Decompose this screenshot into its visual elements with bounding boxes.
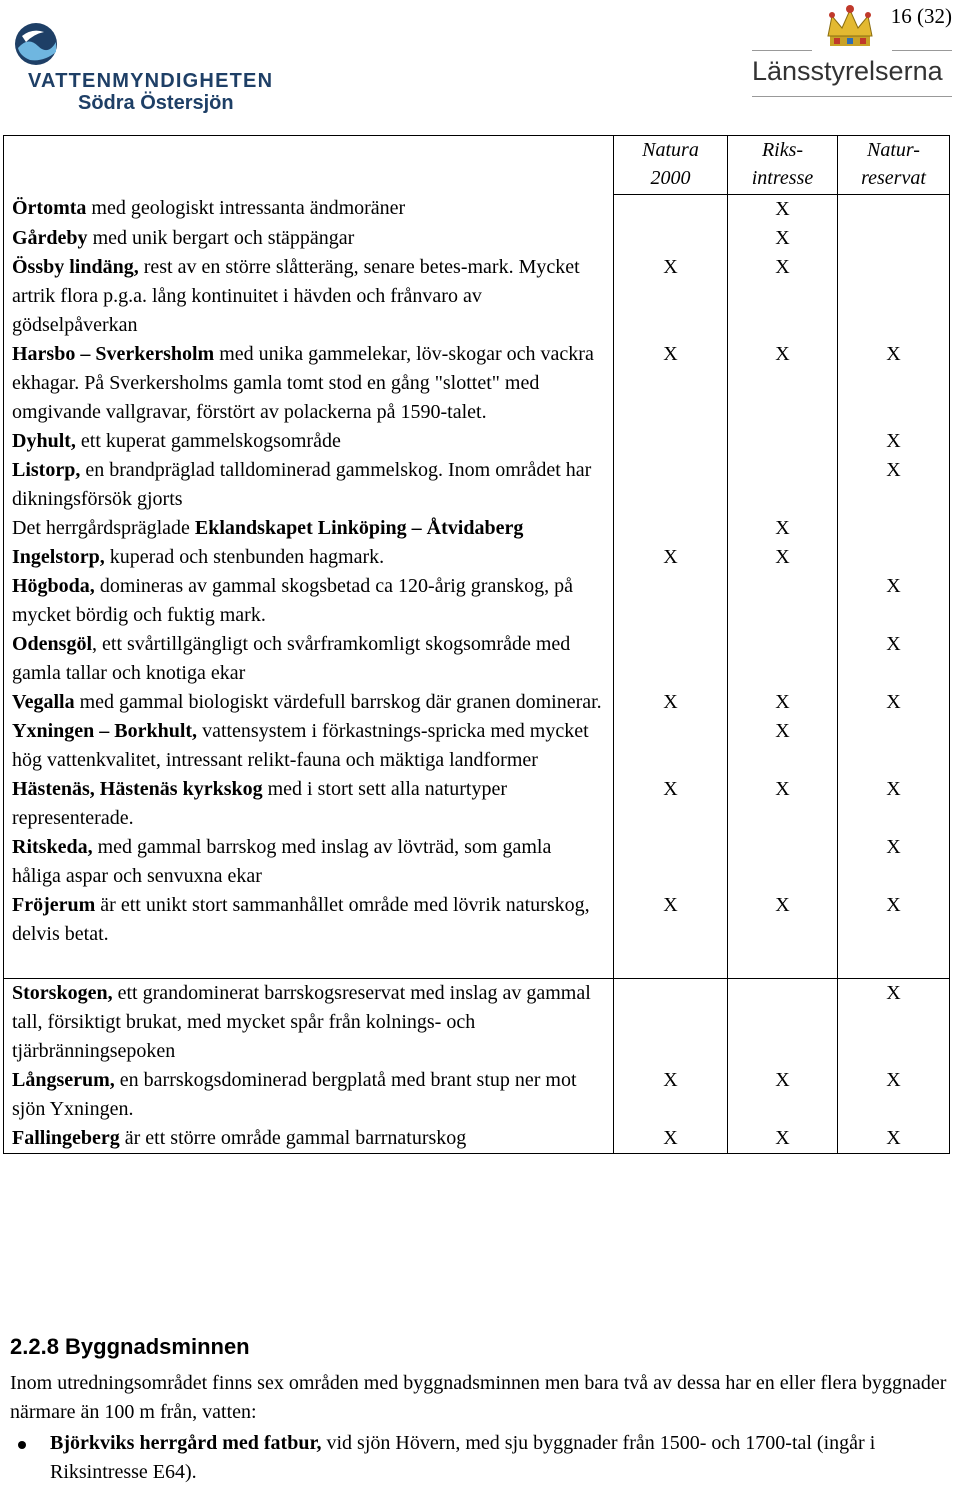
protected-areas-table: [3, 135, 950, 1154]
header-empty-cell: [4, 136, 614, 195]
bullet-dot-icon: [18, 1441, 26, 1449]
mark-n2000: [614, 717, 728, 775]
mark-riks: X: [728, 1066, 838, 1124]
area-description: [4, 1066, 614, 1124]
mark-riks: X: [728, 253, 838, 340]
mark-natur: X: [838, 456, 950, 514]
area-text: ett grandominerat barrskogsreservat med inslag av gammal tall, försiktigt brukat, med mycket spår från kolnings- och tjärbränningsepoken: [12, 981, 591, 1062]
table-row: [4, 978, 950, 1066]
mark-n2000: [614, 978, 728, 1066]
area-description: [4, 630, 614, 688]
area-name: Listorp,: [12, 458, 81, 481]
mark-n2000: [614, 833, 728, 891]
area-description: [4, 978, 614, 1066]
mark-n2000: X: [614, 543, 728, 572]
table-row: [4, 456, 950, 514]
mark-riks: [728, 978, 838, 1066]
mark-riks: X: [728, 688, 838, 717]
bullet-bold: Björkviks herrgård med fatbur,: [50, 1432, 322, 1454]
area-name: Ritskeda,: [12, 835, 93, 858]
mark-natur: X: [838, 833, 950, 891]
table-row: [4, 194, 950, 224]
col-header-riksintresse: Riks-intresse: [728, 136, 838, 195]
area-name: Össby lindäng,: [12, 255, 139, 278]
mark-riks: X: [728, 891, 838, 979]
bullet-item: [10, 1429, 950, 1487]
table-row: [4, 891, 950, 979]
mark-n2000: X: [614, 1066, 728, 1124]
mark-natur: [838, 194, 950, 224]
mark-riks: X: [728, 1124, 838, 1154]
mark-natur: [838, 253, 950, 340]
mark-natur: [838, 543, 950, 572]
mark-n2000: [614, 514, 728, 543]
mark-riks: X: [728, 514, 838, 543]
bullet-rest: vid sjön Hövern, med sju byggnader från 1500- och 1700-tal (ingår i Riksintresse E64).: [50, 1432, 876, 1483]
table-row: [4, 340, 950, 427]
area-prefix: Det herrgårdspräglade: [12, 516, 195, 539]
area-name: Långserum,: [12, 1068, 115, 1091]
page-number: 16 (32): [890, 4, 952, 28]
area-text: , ett svårtillgängligt och svårframkomligt skogsområde med gamla tallar och knotiga ekar: [12, 632, 571, 684]
area-text: är ett större område gammal barrnaturskog: [119, 1126, 467, 1149]
bullet-text: [50, 1429, 950, 1487]
table-row: [4, 775, 950, 833]
area-name: Högboda,: [12, 574, 95, 597]
mark-riks: [728, 833, 838, 891]
table-row: [4, 717, 950, 775]
table-row: [4, 224, 950, 253]
area-description: [4, 427, 614, 456]
section-heading: 2.2.8 Byggnadsminnen: [10, 1334, 250, 1359]
mark-n2000: [614, 630, 728, 688]
table-row: [4, 1124, 950, 1154]
area-text: en barrskogsdominerad bergplatå med brant stup ner mot sjön Yxningen.: [12, 1068, 577, 1120]
table-row: [4, 833, 950, 891]
area-description: [4, 194, 614, 224]
col-header-naturreservat: Natur-reservat: [838, 136, 950, 195]
mark-n2000: [614, 224, 728, 253]
area-name: Fröjerum: [12, 893, 96, 916]
mark-natur: [838, 717, 950, 775]
logo-divider: [752, 50, 812, 51]
vattenmyndigheten-logo: [14, 20, 314, 114]
area-name: Vegalla: [12, 690, 75, 713]
table-row: [4, 1066, 950, 1124]
mark-riks: X: [728, 543, 838, 572]
area-description: [4, 717, 614, 775]
area-text: ett kuperat gammelskogsområde: [75, 429, 341, 452]
area-description: [4, 572, 614, 630]
area-name: Storskogen,: [12, 981, 113, 1004]
table-row: [4, 572, 950, 630]
area-name: Harsbo – Sverkersholm: [12, 342, 215, 365]
area-description: [4, 775, 614, 833]
area-text: vattensystem i förkastnings-spricka med mycket hög vattenkvalitet, intressant relikt-fauna och mäktiga landformer: [12, 719, 589, 771]
mark-n2000: X: [614, 891, 728, 979]
area-text: med i stort sett alla naturtyper representerade.: [12, 777, 507, 829]
mark-natur: [838, 514, 950, 543]
table-row: [4, 543, 950, 572]
mark-natur: X: [838, 1124, 950, 1154]
table-header-row: [4, 136, 950, 195]
lansstyrelserna-logo-text: Länsstyrelserna: [752, 56, 943, 86]
vm-subtitle: Södra Östersjön: [78, 92, 234, 114]
area-description: [4, 543, 614, 572]
area-description: [4, 224, 614, 253]
area-name: Ingelstorp,: [12, 545, 105, 568]
mark-riks: [728, 427, 838, 456]
area-text: en brandpräglad talldominerad gammelskog. Inom området har dikningsförsök gjorts: [12, 458, 592, 510]
table-row: [4, 253, 950, 340]
mark-riks: X: [728, 224, 838, 253]
logo-divider: [752, 96, 952, 97]
crown-logo-icon: [820, 4, 880, 52]
mark-n2000: X: [614, 688, 728, 717]
mark-natur: X: [838, 688, 950, 717]
section-paragraph: Inom utredningsområdet finns sex områden med byggnadsminnen men bara två av dessa har en eller flera byggnader närmare än 100 m från, vatten:: [10, 1372, 947, 1423]
mark-n2000: X: [614, 1124, 728, 1154]
mark-natur: X: [838, 1066, 950, 1124]
mark-natur: X: [838, 630, 950, 688]
mark-natur: X: [838, 572, 950, 630]
area-description: [4, 688, 614, 717]
waterdrop-logo-icon: [14, 22, 58, 66]
table-row: [4, 514, 950, 543]
area-text: med unik bergart och stäppängar: [87, 226, 355, 249]
area-name: Odensgöl: [12, 632, 93, 655]
area-name: Fallingeberg: [12, 1126, 120, 1149]
area-description: [4, 891, 614, 979]
area-name: Gårdeby: [12, 226, 88, 249]
area-text: kuperad och stenbunden hagmark.: [104, 545, 385, 568]
mark-natur: X: [838, 891, 950, 979]
area-name: Hästenäs, Hästenäs kyrkskog: [12, 777, 263, 800]
mark-n2000: X: [614, 253, 728, 340]
mark-riks: X: [728, 340, 838, 427]
col-header-natura2000: Natura 2000: [614, 136, 728, 195]
area-name: Yxningen – Borkhult,: [12, 719, 198, 742]
area-description: [4, 340, 614, 427]
mark-riks: [728, 572, 838, 630]
area-name: Dyhult,: [12, 429, 76, 452]
area-text: med gammal biologiskt värdefull barrskog där granen dominerar.: [74, 690, 602, 713]
mark-natur: X: [838, 340, 950, 427]
area-text: är ett unikt stort sammanhållet område med lövrik naturskog, delvis betat.: [12, 893, 590, 945]
mark-natur: X: [838, 775, 950, 833]
mark-riks: X: [728, 717, 838, 775]
area-text: med gammal barrskog med inslag av lövträd, som gamla håliga aspar och senvuxna ekar: [12, 835, 552, 887]
area-description: [4, 456, 614, 514]
mark-n2000: [614, 194, 728, 224]
mark-n2000: [614, 572, 728, 630]
area-text: med unika gammelekar, löv-skogar och vackra ekhagar. På Sverkersholms gamla tomt stod en gång "slottet" med omgivande vallgravar, förstört av polackerna på 1590-talet.: [12, 342, 594, 423]
area-description: [4, 1124, 614, 1154]
area-description: [4, 833, 614, 891]
area-description: [4, 253, 614, 340]
mark-natur: [838, 224, 950, 253]
mark-riks: X: [728, 775, 838, 833]
area-name: Örtomta: [12, 197, 87, 219]
table-row: [4, 688, 950, 717]
mark-natur: X: [838, 978, 950, 1066]
logo-divider: [892, 50, 952, 51]
table-row: [4, 630, 950, 688]
mark-riks: [728, 456, 838, 514]
area-text: med geologiskt intressanta ändmoräner: [86, 197, 406, 219]
mark-n2000: X: [614, 340, 728, 427]
mark-n2000: X: [614, 775, 728, 833]
mark-riks: [728, 630, 838, 688]
table-row: [4, 427, 950, 456]
area-name: Eklandskapet Linköping – Åtvidaberg: [194, 516, 524, 539]
mark-riks: X: [728, 194, 838, 224]
area-text: rest av en större slåtteräng, senare betes-mark. Mycket artrik flora p.g.a. lång kontinuitet i hävden och frånvaro av gödselpåverkan: [12, 255, 580, 336]
area-description: [4, 514, 614, 543]
mark-n2000: [614, 456, 728, 514]
area-text: domineras av gammal skogsbetad ca 120-årig granskog, på mycket bördig och fuktig mark.: [12, 574, 574, 626]
vm-title: VATTENMYNDIGHETEN: [28, 70, 274, 92]
mark-n2000: [614, 427, 728, 456]
mark-natur: X: [838, 427, 950, 456]
